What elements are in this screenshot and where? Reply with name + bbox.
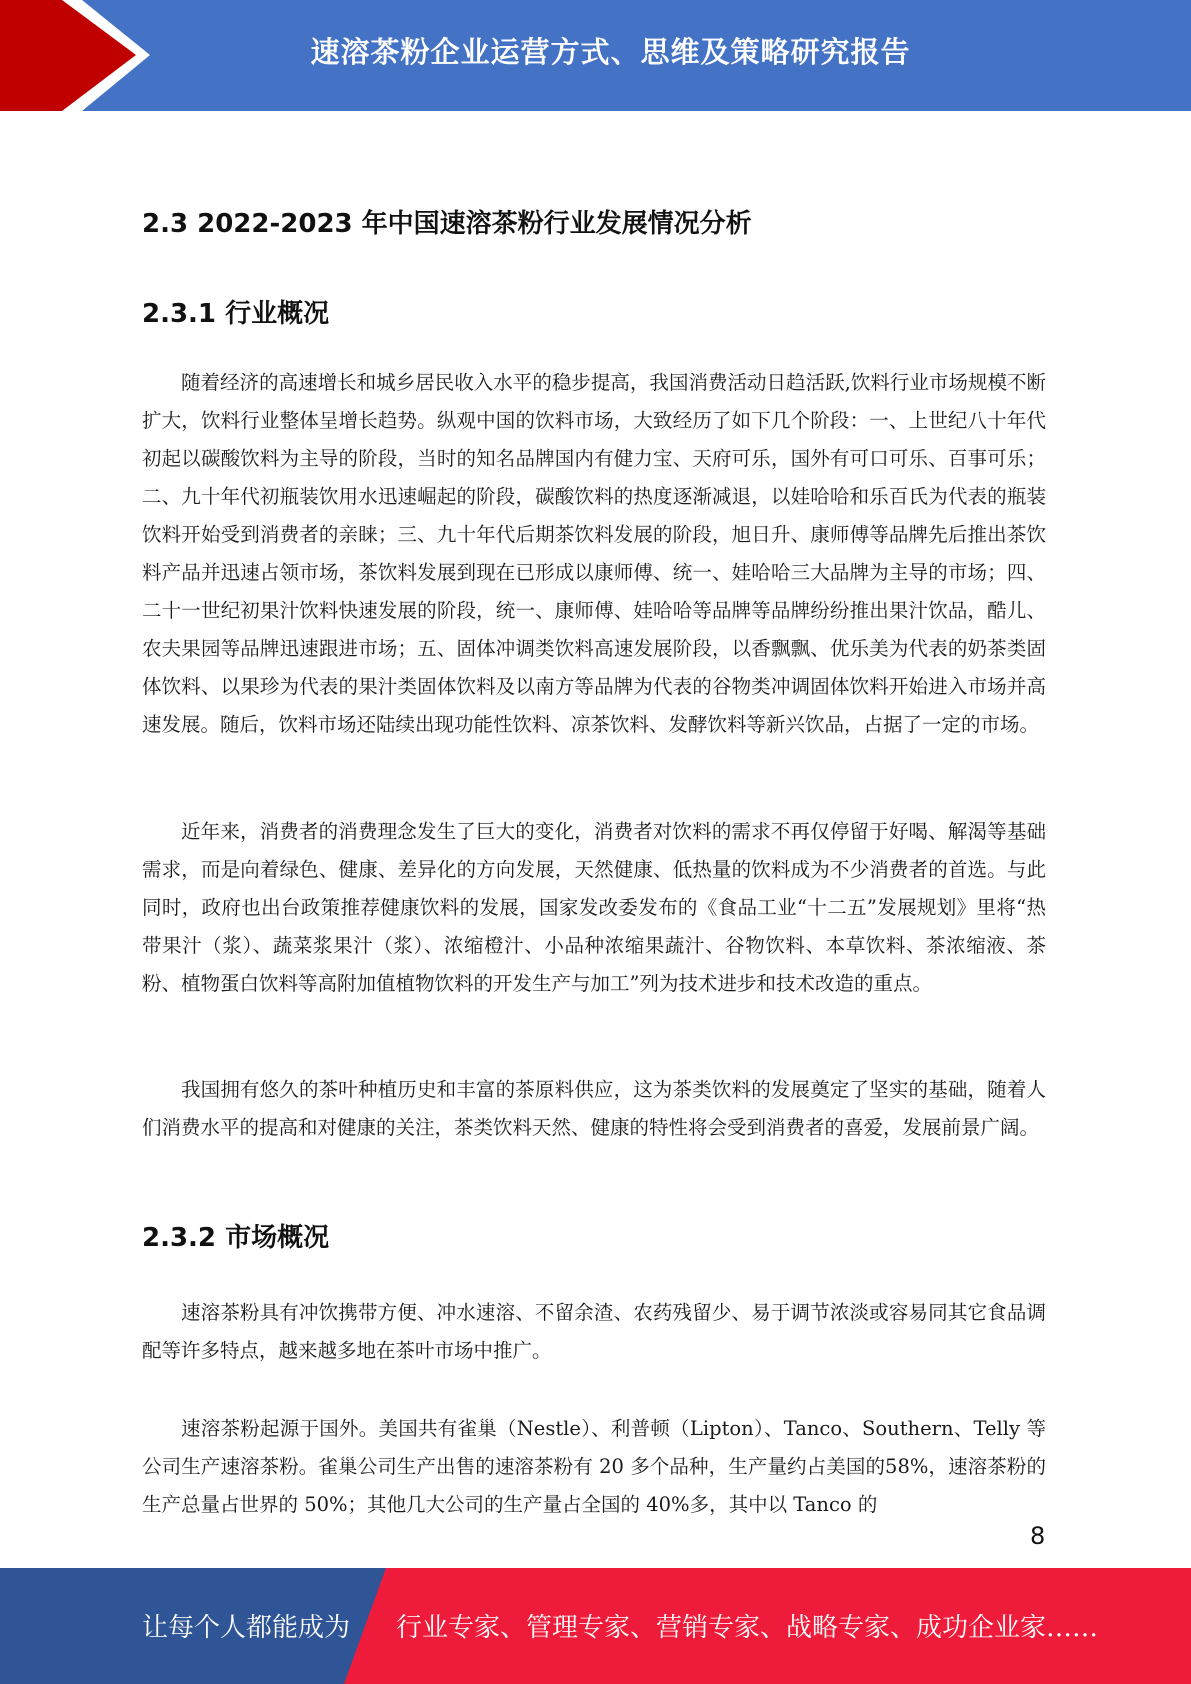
report-footer <box>0 1568 1191 1684</box>
paragraph-instant-tea-origin: 速溶茶粉起源于国外。美国共有雀巢（Nestle）、利普顿（Lipton）、Tanco、Southern、Telly 等公司生产速溶茶粉。雀巢公司生产出售的速溶茶粉有 20 多个品种，生产量约占美国的58%，速溶茶粉的生产总量占世界的 50%；其他几大公司的生产量占全国的 40%多，其中以 Tanco 的 <box>142 1417 1046 1516</box>
page-number: 8 <box>1030 1522 1046 1550</box>
paragraph-industry-history: 随着经济的高速增长和城乡居民收入水平的稳步提高，我国消费活动日趋活跃,饮料行业市场规模不断扩大，饮料行业整体呈增长趋势。纵观中国的饮料市场，大致经历了如下几个阶段：一、上世纪八十年代初起以碳酸饮料为主导的阶段，当时的知名品牌国内有健力宝、天府可乐，国外有可口可乐、百事可乐；二、九十年代初瓶装饮用水迅速崛起的阶段，碳酸饮料的热度逐渐减退，以娃哈哈和乐百氏为代表的瓶装饮料开始受到消费者的亲睐；三、九十年代后期茶饮料发展的阶段，旭日升、康师傅等品牌先后推出茶饮料产品并迅速占领市场，茶饮料发展到现在已形成以康师傅、统一、娃哈哈三大品牌为主导的市场；四、二十一世纪初果汁饮料快速发展的阶段，统一、康师傅、娃哈哈等品牌等品牌纷纷推出果汁饮品，酷儿、农夫果园等品牌迅速跟进市场；五、固体冲调类饮料高速发展阶段，以香飘飘、优乐美为代表的奶茶类固体饮料、以果珍为代表的果汁类固体饮料及以南方等品牌为代表的谷物类冲调固体饮料开始进入市场并高速发展。随后，饮料市场还陆续出现功能性饮料、凉茶饮料、发酵饮料等新兴饮品，占据了一定的市场。 <box>142 371 1046 736</box>
subsection-heading-industry-overview: 2.3.1 行业概况 <box>142 299 330 329</box>
paragraph-instant-tea-features: 速溶茶粉具有冲饮携带方便、冲水速溶、不留余渣、农药残留少、易于调节浓淡或容易同其它食品调配等许多特点，越来越多地在茶叶市场中推广。 <box>142 1301 1046 1362</box>
report-title: 速溶茶粉企业运营方式、思维及策略研究报告 <box>310 35 911 69</box>
paragraph-consumer-trends: 近年来，消费者的消费理念发生了巨大的变化，消费者对饮料的需求不再仅停留于好喝、解渴等基础需求，而是向着绿色、健康、差异化的方向发展，天然健康、低热量的饮料成为不少消费者的首选。与此同时，政府也出台政策推荐健康饮料的发展，国家发改委发布的《食品工业“十二五”发展规划》里将“热带果汁（浆）、蔬菜浆果汁（浆）、浓缩橙汁、小品种浓缩果蔬汁、谷物饮料、本草饮料、茶浓缩液、茶粉、植物蛋白饮料等高附加值植物饮料的开发生产与加工”列为技术进步和技术改造的重点。 <box>142 820 1046 995</box>
paragraph-tea-prospects: 我国拥有悠久的茶叶种植历史和丰富的茶原料供应，这为茶类饮料的发展奠定了坚实的基础，随着人们消费水平的提高和对健康的关注，茶类饮料天然、健康的特性将会受到消费者的喜爱，发展前景广阔。 <box>142 1078 1046 1139</box>
footer-slogan-left: 让每个人都能成为 <box>142 1613 351 1643</box>
footer-slogan-right: 行业专家、管理专家、营销专家、战略专家、成功企业家…… <box>396 1613 1099 1643</box>
section-heading: 2.3 2022-2023 年中国速溶茶粉行业发展情况分析 <box>142 209 752 239</box>
subsection-heading-market-overview: 2.3.2 市场概况 <box>142 1223 330 1253</box>
report-header <box>0 0 1191 111</box>
